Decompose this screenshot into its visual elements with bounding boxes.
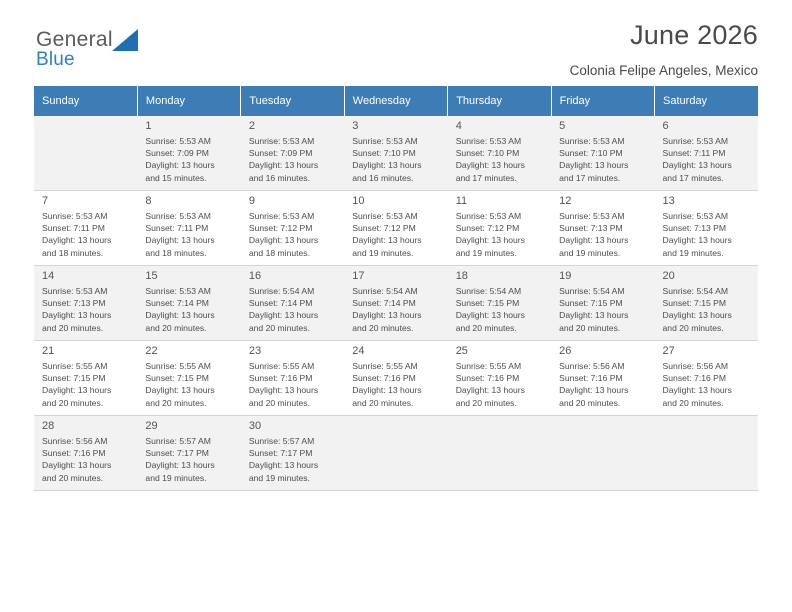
day-info-line: Sunrise: 5:53 AM bbox=[42, 211, 108, 221]
day-info-line: Daylight: 13 hours bbox=[559, 160, 629, 171]
day-info-line: Daylight: 13 hours bbox=[559, 385, 629, 396]
page-header bbox=[34, 0, 758, 86]
calendar-day-cell[interactable] bbox=[34, 191, 137, 266]
day-info-line: and 19 minutes. bbox=[662, 247, 724, 258]
calendar-week-row bbox=[34, 416, 758, 491]
calendar-day-cell[interactable] bbox=[241, 191, 344, 266]
day-cell-content bbox=[655, 266, 758, 340]
calendar-day-cell[interactable] bbox=[655, 191, 758, 266]
day-cell-content bbox=[137, 116, 240, 190]
day-info-line: Daylight: 13 hours bbox=[145, 235, 215, 246]
day-cell-content bbox=[655, 341, 758, 415]
weekday-header-thursday: Thursday bbox=[448, 86, 551, 116]
calendar-day-cell[interactable] bbox=[448, 116, 551, 191]
day-sun-info bbox=[42, 210, 131, 259]
day-info-line: Sunrise: 5:55 AM bbox=[248, 361, 315, 371]
day-info-line: Daylight: 13 hours bbox=[455, 385, 525, 396]
day-number: 28 bbox=[42, 420, 55, 432]
calendar-day-cell[interactable] bbox=[551, 116, 654, 191]
day-info-line: Sunrise: 5:54 AM bbox=[662, 286, 728, 296]
day-number: 26 bbox=[559, 345, 572, 357]
day-cell-content bbox=[34, 341, 137, 415]
day-info-line: Sunset: 7:14 PM bbox=[248, 298, 313, 309]
day-sun-info bbox=[559, 210, 648, 259]
day-info-line: and 19 minutes. bbox=[559, 247, 621, 258]
day-info-line: Sunrise: 5:54 AM bbox=[352, 286, 418, 296]
day-info-line: Sunrise: 5:53 AM bbox=[248, 136, 315, 146]
brand-logo[interactable] bbox=[36, 28, 236, 80]
day-sun-info bbox=[456, 360, 545, 409]
day-cell-content bbox=[448, 416, 551, 490]
calendar-day-cell[interactable] bbox=[344, 341, 447, 416]
calendar-day-cell[interactable] bbox=[34, 266, 137, 341]
day-info-line: Sunset: 7:12 PM bbox=[352, 223, 416, 234]
day-cell-content bbox=[344, 416, 447, 490]
day-info-line: Sunrise: 5:53 AM bbox=[145, 136, 211, 146]
day-info-line: Daylight: 13 hours bbox=[42, 310, 112, 321]
day-info-line: and 20 minutes. bbox=[352, 397, 414, 408]
day-cell-content bbox=[551, 416, 654, 490]
day-number: 14 bbox=[42, 270, 55, 282]
day-info-line: and 20 minutes. bbox=[145, 397, 207, 408]
day-sun-info bbox=[352, 285, 441, 334]
calendar-day-cell[interactable] bbox=[241, 341, 344, 416]
day-info-line: Sunset: 7:15 PM bbox=[662, 298, 727, 309]
weekday-header-row bbox=[34, 86, 758, 116]
day-cell-content bbox=[241, 416, 344, 490]
day-cell-content bbox=[137, 416, 240, 490]
day-cell-content bbox=[344, 266, 447, 340]
calendar-day-cell[interactable] bbox=[344, 116, 447, 191]
calendar-table bbox=[34, 86, 758, 491]
calendar-empty-cell bbox=[655, 416, 758, 491]
day-info-line: Daylight: 13 hours bbox=[662, 235, 732, 246]
day-number: 23 bbox=[248, 345, 262, 357]
day-number: 15 bbox=[145, 270, 158, 282]
day-info-line: Sunrise: 5:53 AM bbox=[248, 211, 315, 221]
day-info-line: Sunset: 7:16 PM bbox=[559, 373, 623, 384]
day-info-line: Sunrise: 5:53 AM bbox=[559, 211, 625, 221]
day-info-line: and 19 minutes. bbox=[455, 247, 517, 258]
day-number: 21 bbox=[42, 345, 55, 357]
calendar-day-cell[interactable] bbox=[344, 266, 447, 341]
calendar-day-cell[interactable] bbox=[34, 416, 137, 491]
calendar-empty-cell bbox=[551, 416, 654, 491]
day-info-line: Sunset: 7:10 PM bbox=[352, 148, 416, 159]
day-cell-content bbox=[655, 416, 758, 490]
day-info-line: Daylight: 13 hours bbox=[248, 160, 319, 171]
day-info-line: Sunset: 7:12 PM bbox=[455, 223, 520, 234]
logo-text-blue: Blue bbox=[36, 49, 75, 70]
day-info-line: Sunrise: 5:57 AM bbox=[248, 436, 315, 446]
day-sun-info bbox=[663, 135, 752, 184]
day-sun-info bbox=[145, 285, 234, 334]
day-info-line: and 15 minutes. bbox=[145, 172, 207, 183]
day-info-line: and 20 minutes. bbox=[662, 397, 724, 408]
day-info-line: Daylight: 13 hours bbox=[455, 235, 525, 246]
day-info-line: Sunrise: 5:53 AM bbox=[42, 286, 108, 296]
day-sun-info bbox=[42, 285, 131, 334]
day-info-line: and 19 minutes. bbox=[248, 472, 310, 483]
day-sun-info bbox=[249, 285, 338, 334]
day-info-line: Sunset: 7:11 PM bbox=[662, 148, 726, 159]
day-info-line: Sunset: 7:11 PM bbox=[42, 223, 105, 234]
day-number: 25 bbox=[455, 345, 468, 357]
day-info-line: Daylight: 13 hours bbox=[559, 310, 629, 321]
day-cell-content bbox=[241, 341, 344, 415]
weekday-header-wednesday: Wednesday bbox=[344, 86, 447, 116]
day-info-line: Sunset: 7:14 PM bbox=[145, 298, 209, 309]
weekday-header-tuesday: Tuesday bbox=[241, 86, 344, 116]
day-info-line: Daylight: 13 hours bbox=[42, 460, 112, 471]
day-info-line: Sunset: 7:16 PM bbox=[662, 373, 727, 384]
day-info-line: and 20 minutes. bbox=[248, 322, 310, 333]
day-info-line: and 18 minutes. bbox=[42, 247, 104, 258]
day-info-line: Sunset: 7:09 PM bbox=[145, 148, 209, 159]
calendar-empty-cell bbox=[448, 416, 551, 491]
day-info-line: Sunrise: 5:53 AM bbox=[352, 211, 418, 221]
day-info-line: Daylight: 13 hours bbox=[248, 385, 319, 396]
calendar-week-row bbox=[34, 341, 758, 416]
day-info-line: Sunrise: 5:53 AM bbox=[352, 136, 418, 146]
day-cell-content bbox=[448, 341, 551, 415]
day-cell-content bbox=[655, 116, 758, 190]
day-info-line: Sunrise: 5:53 AM bbox=[455, 136, 522, 146]
calendar-day-cell[interactable] bbox=[551, 341, 654, 416]
day-info-line: Daylight: 13 hours bbox=[352, 235, 422, 246]
day-sun-info bbox=[249, 210, 338, 259]
calendar-day-cell[interactable] bbox=[241, 416, 344, 491]
day-info-line: Sunset: 7:17 PM bbox=[248, 448, 313, 459]
calendar-day-cell[interactable] bbox=[655, 116, 758, 191]
calendar-day-cell[interactable] bbox=[241, 116, 344, 191]
triangle-logo-icon bbox=[108, 29, 138, 53]
day-info-line: Sunset: 7:15 PM bbox=[42, 373, 106, 384]
day-cell-content bbox=[551, 116, 654, 190]
day-info-line: and 20 minutes. bbox=[352, 322, 414, 333]
day-cell-content bbox=[241, 191, 344, 265]
day-cell-content bbox=[34, 416, 137, 490]
calendar-day-cell[interactable] bbox=[448, 341, 551, 416]
day-sun-info bbox=[663, 285, 752, 334]
day-info-line: Daylight: 13 hours bbox=[145, 385, 215, 396]
day-info-line: Daylight: 13 hours bbox=[42, 385, 112, 396]
day-sun-info bbox=[352, 360, 441, 409]
day-sun-info bbox=[559, 360, 648, 409]
day-info-line: Daylight: 13 hours bbox=[145, 160, 215, 171]
day-cell-content bbox=[344, 116, 447, 190]
calendar-day-cell[interactable] bbox=[137, 341, 240, 416]
day-info-line: Sunrise: 5:53 AM bbox=[145, 286, 211, 296]
day-info-line: Sunset: 7:16 PM bbox=[248, 373, 313, 384]
day-sun-info bbox=[145, 135, 234, 184]
day-info-line: Daylight: 13 hours bbox=[352, 385, 422, 396]
day-sun-info bbox=[663, 360, 752, 409]
weekday-header-monday: Monday bbox=[137, 86, 240, 116]
day-info-line: Sunrise: 5:54 AM bbox=[559, 286, 625, 296]
day-sun-info bbox=[249, 435, 338, 484]
day-info-line: and 20 minutes. bbox=[42, 472, 104, 483]
calendar-day-cell[interactable] bbox=[551, 191, 654, 266]
day-cell-content bbox=[551, 341, 654, 415]
day-info-line: and 20 minutes. bbox=[42, 397, 104, 408]
calendar-day-cell[interactable] bbox=[137, 416, 240, 491]
day-info-line: Sunset: 7:13 PM bbox=[662, 223, 727, 234]
day-info-line: and 20 minutes. bbox=[559, 397, 621, 408]
day-cell-content bbox=[448, 191, 551, 265]
day-info-line: Sunrise: 5:56 AM bbox=[559, 361, 625, 371]
day-info-line: and 20 minutes. bbox=[42, 322, 104, 333]
weekday-header-saturday: Saturday bbox=[655, 86, 758, 116]
calendar-week-row bbox=[34, 191, 758, 266]
day-cell-content bbox=[655, 191, 758, 265]
day-info-line: Sunrise: 5:55 AM bbox=[145, 361, 211, 371]
day-info-line: Sunset: 7:15 PM bbox=[455, 298, 520, 309]
day-info-line: Daylight: 13 hours bbox=[662, 160, 732, 171]
day-cell-content bbox=[137, 191, 240, 265]
day-info-line: Sunrise: 5:56 AM bbox=[42, 436, 108, 446]
day-sun-info bbox=[145, 435, 234, 484]
day-info-line: and 19 minutes. bbox=[352, 247, 414, 258]
day-number: 11 bbox=[455, 195, 468, 207]
day-info-line: Daylight: 13 hours bbox=[145, 460, 215, 471]
calendar-day-cell[interactable] bbox=[137, 266, 240, 341]
day-info-line: Daylight: 13 hours bbox=[455, 160, 525, 171]
day-sun-info bbox=[352, 135, 441, 184]
day-number: 2 bbox=[248, 120, 255, 132]
day-info-line: and 20 minutes. bbox=[145, 322, 207, 333]
day-info-line: Sunrise: 5:53 AM bbox=[145, 211, 211, 221]
day-cell-content bbox=[34, 116, 137, 190]
day-info-line: Sunset: 7:14 PM bbox=[352, 298, 416, 309]
day-info-line: Sunset: 7:13 PM bbox=[42, 298, 106, 309]
day-cell-content bbox=[34, 266, 137, 340]
calendar-day-cell[interactable] bbox=[137, 116, 240, 191]
day-sun-info bbox=[456, 135, 545, 184]
day-info-line: Sunset: 7:15 PM bbox=[145, 373, 209, 384]
day-cell-content bbox=[448, 116, 551, 190]
day-cell-content bbox=[137, 266, 240, 340]
day-number: 24 bbox=[352, 345, 365, 357]
day-info-line: Sunrise: 5:55 AM bbox=[42, 361, 108, 371]
day-info-line: Daylight: 13 hours bbox=[662, 385, 732, 396]
calendar-day-cell[interactable] bbox=[448, 266, 551, 341]
day-number: 27 bbox=[662, 345, 675, 357]
day-number: 9 bbox=[248, 195, 255, 207]
day-sun-info bbox=[559, 135, 648, 184]
day-number: 30 bbox=[248, 420, 262, 432]
day-cell-content bbox=[241, 116, 344, 190]
day-info-line: Sunrise: 5:55 AM bbox=[352, 361, 418, 371]
day-info-line: Sunrise: 5:54 AM bbox=[248, 286, 315, 296]
day-info-line: Sunset: 7:10 PM bbox=[559, 148, 623, 159]
day-cell-content bbox=[448, 266, 551, 340]
day-number: 8 bbox=[145, 195, 152, 207]
calendar-empty-cell bbox=[344, 416, 447, 491]
day-info-line: and 18 minutes. bbox=[145, 247, 207, 258]
day-info-line: Sunrise: 5:53 AM bbox=[559, 136, 625, 146]
day-info-line: Daylight: 13 hours bbox=[145, 310, 215, 321]
day-cell-content bbox=[34, 191, 137, 265]
calendar-week-row bbox=[34, 266, 758, 341]
day-sun-info bbox=[249, 135, 338, 184]
day-number: 3 bbox=[352, 120, 359, 132]
day-info-line: Sunrise: 5:57 AM bbox=[145, 436, 211, 446]
day-number: 13 bbox=[662, 195, 675, 207]
day-cell-content bbox=[137, 341, 240, 415]
calendar-day-cell[interactable] bbox=[448, 191, 551, 266]
day-number: 20 bbox=[662, 270, 675, 282]
day-info-line: and 20 minutes. bbox=[662, 322, 724, 333]
calendar-day-cell[interactable] bbox=[137, 191, 240, 266]
day-info-line: Sunset: 7:15 PM bbox=[559, 298, 623, 309]
day-info-line: Daylight: 13 hours bbox=[248, 460, 319, 471]
day-sun-info bbox=[456, 285, 545, 334]
day-info-line: Sunset: 7:13 PM bbox=[559, 223, 623, 234]
day-sun-info bbox=[559, 285, 648, 334]
day-cell-content bbox=[344, 341, 447, 415]
calendar-day-cell[interactable] bbox=[655, 266, 758, 341]
day-sun-info bbox=[352, 210, 441, 259]
day-info-line: Sunset: 7:09 PM bbox=[248, 148, 313, 159]
day-info-line: Sunset: 7:11 PM bbox=[145, 223, 209, 234]
day-info-line: and 20 minutes. bbox=[248, 397, 310, 408]
day-number: 18 bbox=[455, 270, 468, 282]
day-info-line: Sunset: 7:16 PM bbox=[455, 373, 520, 384]
day-info-line: Daylight: 13 hours bbox=[352, 160, 422, 171]
day-info-line: Daylight: 13 hours bbox=[662, 310, 732, 321]
day-number: 29 bbox=[145, 420, 158, 432]
calendar-day-cell[interactable] bbox=[241, 266, 344, 341]
day-number: 6 bbox=[662, 120, 669, 132]
day-info-line: Daylight: 13 hours bbox=[248, 235, 319, 246]
day-info-line: Daylight: 13 hours bbox=[42, 235, 112, 246]
day-info-line: Sunset: 7:16 PM bbox=[42, 448, 106, 459]
day-sun-info bbox=[456, 210, 545, 259]
day-number: 4 bbox=[455, 120, 462, 132]
day-number: 12 bbox=[559, 195, 572, 207]
day-info-line: and 17 minutes. bbox=[455, 172, 517, 183]
day-info-line: and 20 minutes. bbox=[455, 322, 517, 333]
day-sun-info bbox=[663, 210, 752, 259]
day-cell-content bbox=[551, 191, 654, 265]
day-number: 16 bbox=[248, 270, 262, 282]
day-sun-info bbox=[145, 360, 234, 409]
day-info-line: and 18 minutes. bbox=[248, 247, 310, 258]
day-info-line: Sunset: 7:12 PM bbox=[248, 223, 313, 234]
logo-text-general: General bbox=[36, 28, 113, 51]
day-sun-info bbox=[42, 435, 131, 484]
day-number: 5 bbox=[559, 120, 566, 132]
day-info-line: Sunrise: 5:55 AM bbox=[455, 361, 522, 371]
day-cell-content bbox=[551, 266, 654, 340]
day-info-line: Sunrise: 5:53 AM bbox=[455, 211, 522, 221]
calendar-day-cell[interactable] bbox=[34, 341, 137, 416]
calendar-empty-cell bbox=[34, 116, 137, 191]
day-info-line: and 16 minutes. bbox=[352, 172, 414, 183]
calendar-day-cell[interactable] bbox=[344, 191, 447, 266]
day-info-line: and 17 minutes. bbox=[559, 172, 621, 183]
weekday-header-friday: Friday bbox=[551, 86, 654, 116]
day-number: 10 bbox=[352, 195, 365, 207]
day-sun-info bbox=[145, 210, 234, 259]
day-sun-info bbox=[42, 360, 131, 409]
day-cell-content bbox=[344, 191, 447, 265]
day-info-line: Sunset: 7:16 PM bbox=[352, 373, 416, 384]
day-info-line: Daylight: 13 hours bbox=[559, 235, 629, 246]
day-info-line: Daylight: 13 hours bbox=[455, 310, 525, 321]
day-info-line: Sunset: 7:17 PM bbox=[145, 448, 209, 459]
day-info-line: Sunrise: 5:56 AM bbox=[662, 361, 728, 371]
page-title: June 2026 bbox=[630, 20, 758, 50]
day-info-line: Daylight: 13 hours bbox=[352, 310, 422, 321]
title-block bbox=[570, 20, 758, 78]
calendar-day-cell[interactable] bbox=[655, 341, 758, 416]
day-number: 17 bbox=[352, 270, 365, 282]
day-number: 22 bbox=[145, 345, 158, 357]
day-info-line: Sunset: 7:10 PM bbox=[455, 148, 520, 159]
day-number: 7 bbox=[42, 195, 49, 207]
day-info-line: Sunrise: 5:53 AM bbox=[662, 136, 728, 146]
day-info-line: Sunrise: 5:54 AM bbox=[455, 286, 522, 296]
day-info-line: Sunrise: 5:53 AM bbox=[662, 211, 728, 221]
day-number: 19 bbox=[559, 270, 572, 282]
calendar-week-row bbox=[34, 116, 758, 191]
location-subtitle: Colonia Felipe Angeles, Mexico bbox=[569, 63, 758, 78]
day-info-line: and 20 minutes. bbox=[559, 322, 621, 333]
day-info-line: and 16 minutes. bbox=[248, 172, 310, 183]
day-info-line: and 20 minutes. bbox=[455, 397, 517, 408]
calendar-day-cell[interactable] bbox=[551, 266, 654, 341]
weekday-header-sunday: Sunday bbox=[34, 86, 137, 116]
day-cell-content bbox=[241, 266, 344, 340]
day-info-line: and 17 minutes. bbox=[662, 172, 724, 183]
day-info-line: Daylight: 13 hours bbox=[248, 310, 319, 321]
day-number: 1 bbox=[145, 120, 152, 132]
day-info-line: and 19 minutes. bbox=[145, 472, 207, 483]
day-sun-info bbox=[249, 360, 338, 409]
